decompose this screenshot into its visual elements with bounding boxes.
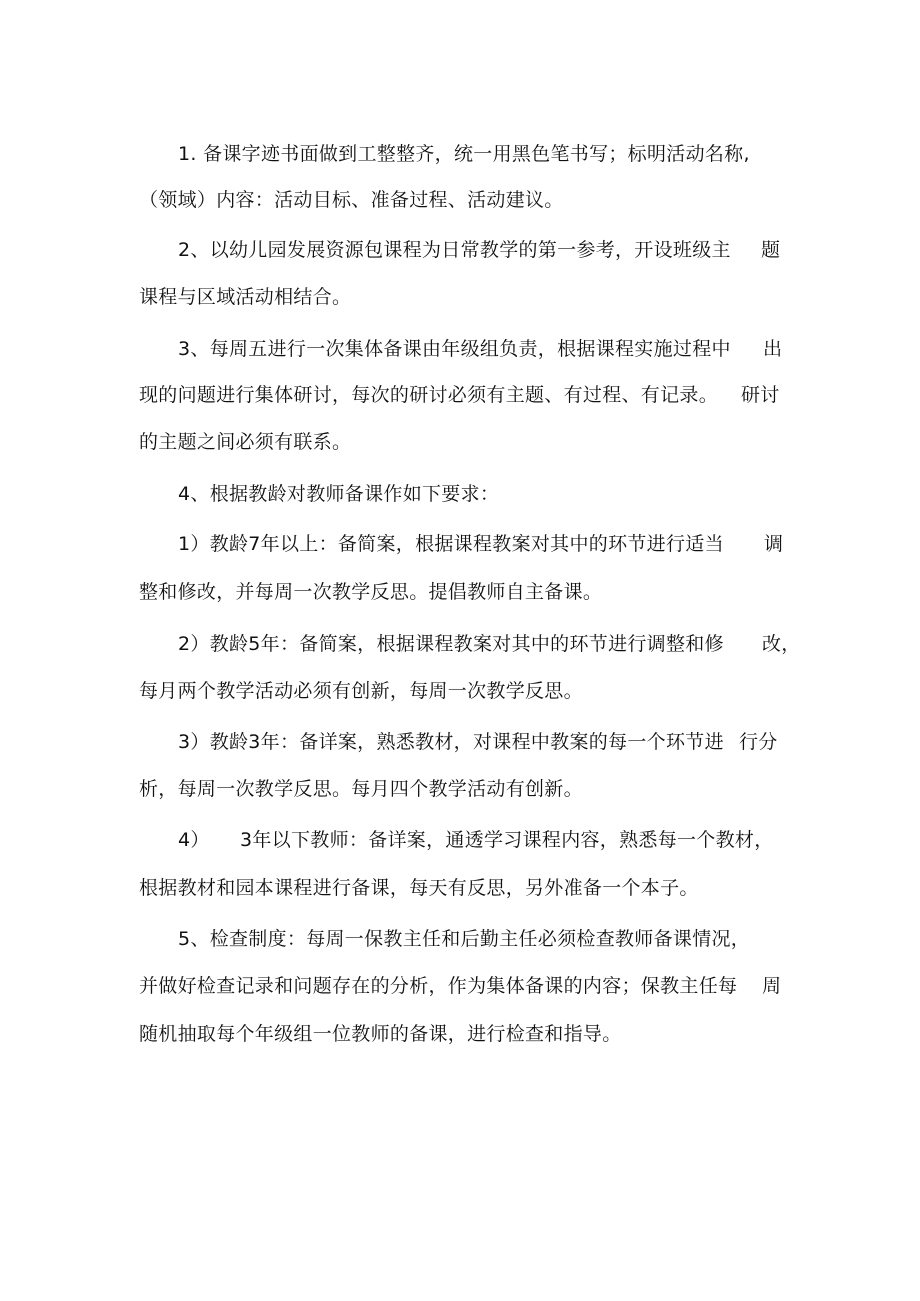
paragraph-7-line-1	[0, 724, 920, 760]
text-segment: 研讨	[741, 384, 780, 406]
text-segment: 析，每周一次教学反思。每月四个教学活动有创新。	[139, 778, 583, 800]
text-segment: 2）教龄5年：备简案，根据课程教案对其中的环节进行调整和修	[178, 633, 724, 655]
text-segment: 改，	[762, 633, 801, 655]
text-segment: 整和修改，并每周一次教学反思。提倡教师自主备课。	[139, 581, 603, 603]
paragraph-2-line-2	[0, 279, 920, 315]
text-segment: 现的问题进行集体研讨，每次的研讨必须有主题、有过程、有记录。	[139, 384, 719, 406]
text-segment: 3年以下教师：备详案，通透学习课程内容，熟悉每一个教材，	[240, 829, 774, 851]
paragraph-8-line-1	[0, 822, 920, 858]
text-segment: 并做好检查记录和问题存在的分析，作为集体备课的内容；保教主任每	[139, 975, 738, 997]
text-segment: 随机抽取每个年级组一位教师的备课，进行检查和指导。	[139, 1023, 622, 1045]
text-segment: 3）教龄3年：备详案，熟悉教材，对课程中教案的每一个环节进	[178, 731, 724, 753]
text-segment: 每月两个教学活动必须有创新，每周一次教学反思。	[139, 680, 583, 702]
paragraph-5-line-2	[0, 574, 920, 610]
text-segment: 2、以幼儿园发展资源包课程为日常教学的第一参考，开设班级主	[178, 239, 731, 261]
text-segment: 的主题之间必须有联系。	[139, 431, 352, 453]
paragraph-9-line-3	[0, 1016, 920, 1052]
paragraph-8-line-2	[0, 870, 920, 906]
paragraph-1-line-1	[0, 136, 920, 172]
text-segment: 4、根据教龄对教师备课作如下要求：	[178, 483, 500, 505]
paragraph-3-line-1	[0, 331, 920, 367]
text-segment: 调	[764, 533, 784, 555]
paragraph-5-line-1	[0, 526, 920, 562]
text-segment: 出	[763, 338, 783, 360]
paragraph-6-line-1	[0, 626, 920, 662]
paragraph-4-line-1	[0, 476, 920, 512]
paragraph-7-line-2	[0, 771, 920, 807]
text-segment: 课程与区域活动相结合。	[139, 286, 352, 308]
text-segment: 周	[762, 975, 782, 997]
paragraph-3-line-3	[0, 424, 920, 460]
text-segment: 5、检查制度：每周一保教主任和后勤主任必须检查教师备课情况，	[178, 928, 751, 950]
text-segment: 题	[761, 239, 781, 261]
text-segment: 行分	[739, 731, 778, 753]
text-segment: 1. 备课字迹书面做到工整整齐，统一用黑色笔书写；标明活动名称,	[178, 143, 750, 165]
paragraph-9-line-1	[0, 921, 920, 957]
paragraph-2-line-1	[0, 232, 920, 268]
text-segment: 4）	[178, 829, 210, 851]
text-segment: 1）教龄7年以上：备简案，根据课程教案对其中的环节进行适当	[178, 533, 724, 555]
paragraph-1-line-2	[0, 182, 920, 218]
text-segment: （领域）内容：活动目标、准备过程、活动建议。	[139, 189, 564, 211]
text-segment: 根据教材和园本课程进行备课，每天有反思，另外准备一个本子。	[139, 877, 699, 899]
paragraph-3-line-2	[0, 377, 920, 413]
paragraph-9-line-2	[0, 968, 920, 1004]
paragraph-6-line-2	[0, 673, 920, 709]
text-segment: 3、每周五进行一次集体备课由年级组负责，根据课程实施过程中	[178, 338, 731, 360]
